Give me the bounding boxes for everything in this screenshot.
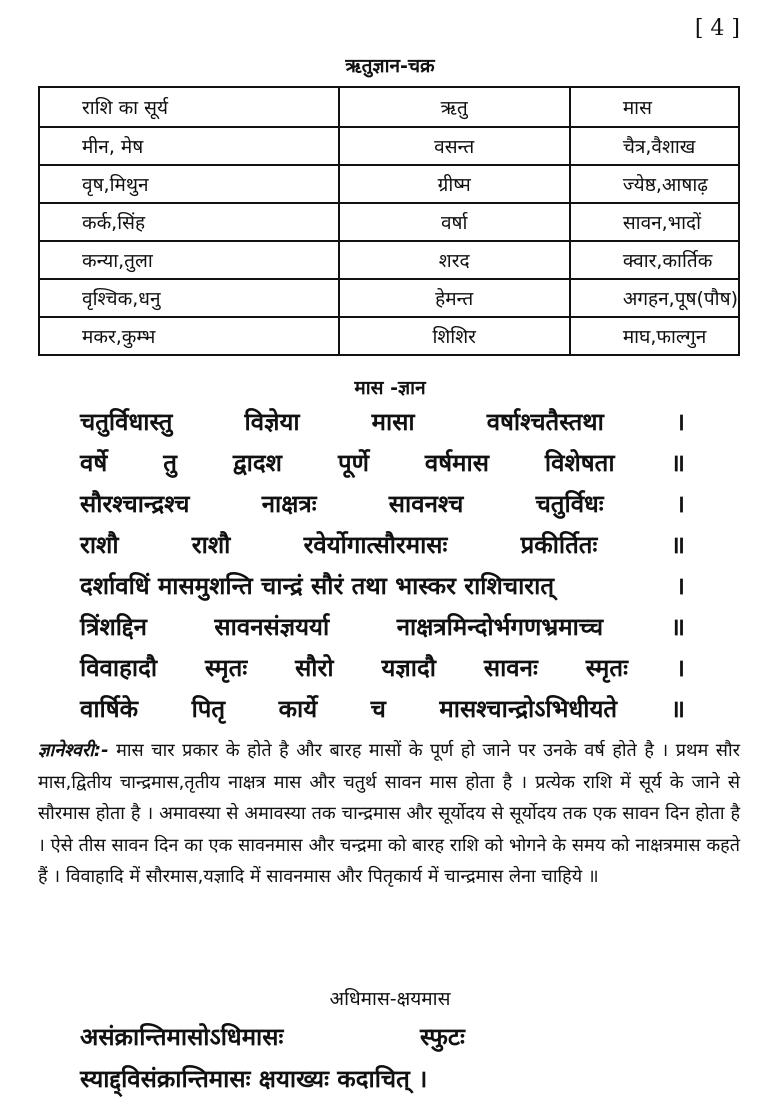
- table-header-row: [39, 87, 739, 127]
- table-row: [39, 241, 739, 279]
- table-row: [39, 203, 739, 241]
- sutra-part-a: असंक्रान्तिमासोऽधिमासः: [80, 1023, 284, 1051]
- verse-word: चतुर्विधास्तु: [80, 408, 173, 436]
- verse-line: [80, 651, 685, 691]
- verse-word: राशौ: [191, 531, 231, 559]
- verse-word: सावनः: [483, 654, 538, 682]
- table-row: [39, 127, 739, 165]
- cell-rashi: कन्या,तुला: [39, 241, 339, 279]
- verse-word: नाक्षत्रमिन्दोर्भगणभ्रमाच्च: [396, 613, 604, 641]
- verse-word: वर्षे: [80, 449, 108, 477]
- verse-word: मासश्चान्द्रोऽभिधीयते: [439, 695, 618, 723]
- verse-danda: ।: [675, 408, 685, 436]
- verse-danda: ॥: [670, 449, 685, 477]
- verse-word: कार्ये: [278, 695, 318, 723]
- verse-word: सौरश्चान्द्रश्च: [80, 490, 190, 518]
- verse-danda: ।: [675, 490, 685, 518]
- verse-word: चतुर्विधः: [535, 490, 604, 518]
- cell-rashi: वृष,मिथुन: [39, 165, 339, 203]
- verse-word: स्मृतः: [204, 654, 248, 682]
- cell-maas: अगहन,पूष(पौष): [570, 279, 739, 317]
- table-row: [39, 317, 739, 355]
- verse-word: नाक्षत्रः: [261, 490, 317, 518]
- verse-line: [80, 610, 685, 650]
- verse-line: [80, 487, 685, 527]
- verse-line: [80, 692, 685, 732]
- sutra-part-b: स्फुटः: [420, 1023, 465, 1051]
- verse-word: तु: [163, 449, 177, 477]
- sutra-line: [80, 1020, 465, 1053]
- verse-line: [80, 528, 685, 568]
- verse-word: विज्ञेया: [244, 408, 300, 436]
- verse-word: सौरो: [295, 654, 334, 682]
- cell-ritu: ग्रीष्म: [339, 165, 570, 203]
- verse-danda: ।: [675, 572, 685, 600]
- verse-word: पितृ: [191, 695, 226, 723]
- verse-word: द्वादश: [232, 449, 282, 477]
- cell-ritu: शिशिर: [339, 317, 570, 355]
- verse-word: प्रकीर्तितः: [520, 531, 598, 559]
- cell-maas: क्वार,कार्तिक: [570, 241, 739, 279]
- commentary-text: मास चार प्रकार के होते है और बारह मासों के पूर्ण हो जाने पर उनके वर्ष होते है । प्रथम सौर मास,द्वितीय चान्द्रमास,तृतीय नाक्षत्र मास और चतुर्थ सावन मास होता है । प्रत्येक राशि में सूर्य के जाने से सौरमास होता है । अमावस्या से अमावस्या तक चान्द्रमास और सूर्योदय से सूर्योदय तक एक सावन दिन होता है । ऐसे तीस सावन दिन का एक सावनमास और चन्द्रमा को बारह राशि को भोगने के समय को नाक्षत्रमास कहते हैं । विवाहादि में सौरमास,यज्ञादि में सावनमास और पितृकार्य में चान्द्रमास लेना चाहिये ॥: [38, 740, 740, 887]
- verse-word: विवाहादौ: [80, 654, 158, 682]
- verse-danda: ॥: [670, 613, 685, 641]
- verse-word: दर्शावधिं मासमुशन्ति चान्द्रं सौरं तथा भास्कर राशिचारात्: [80, 572, 554, 600]
- verse-word: राशौ: [80, 531, 119, 559]
- verse-word: स्मृतः: [585, 654, 628, 682]
- cell-ritu: वसन्त: [339, 127, 570, 165]
- table-row: [39, 165, 739, 203]
- cell-maas: माघ,फाल्गुन: [570, 317, 739, 355]
- verse-word: त्रिंशद्दिन: [80, 613, 147, 641]
- cell-rashi: वृश्चिक,धनु: [39, 279, 339, 317]
- sutra-line: [80, 1062, 427, 1095]
- cell-ritu: वर्षा: [339, 203, 570, 241]
- verse-danda: ॥: [670, 695, 685, 723]
- verse-word: वर्षाश्चतैस्तथा: [486, 408, 604, 436]
- verse-word: यज्ञादौ: [381, 654, 436, 682]
- verse-word: रवेर्योगात्सौरमासः: [303, 531, 448, 559]
- subsection-title: अधिमास-क्षयमास: [329, 988, 451, 1010]
- cell-rashi: मकर,कुम्भ: [39, 317, 339, 355]
- verse-word: वर्षमास: [424, 449, 489, 477]
- verse-line: [80, 446, 685, 486]
- verse-danda: ॥: [670, 531, 685, 559]
- verse-word: पूर्णे: [337, 449, 369, 477]
- cell-maas: सावन,भादों: [570, 203, 739, 241]
- verse-word: सावनश्च: [388, 490, 464, 518]
- verse-word: विशेषता: [544, 449, 615, 477]
- header-rashi: राशि का सूर्य: [39, 87, 339, 127]
- cell-rashi: कर्क,सिंह: [39, 203, 339, 241]
- verse-danda: ।: [675, 654, 685, 682]
- section-title: मास -ज्ञान: [354, 377, 426, 399]
- verse-line: [80, 569, 685, 609]
- ritu-table: [38, 86, 740, 356]
- verse-word: मासा: [371, 408, 415, 436]
- sutra-part-a: स्याद्द्विसंक्रान्तिमासः क्षयाख्यः कदाचित् ।: [80, 1065, 428, 1093]
- commentary-paragraph: [38, 735, 740, 893]
- table-row: [39, 279, 739, 317]
- cell-maas: ज्येष्ठ,आषाढ़: [570, 165, 739, 203]
- verse-word: सावनसंज्ञयर्या: [214, 613, 330, 641]
- page-number: [ 4 ]: [694, 16, 740, 41]
- table-title: ऋतुज्ञान-चक्र: [345, 55, 435, 77]
- verse-word: वार्षिके: [80, 695, 139, 723]
- header-ritu: ऋतु: [339, 87, 570, 127]
- cell-maas: चैत्र,वैशाख: [570, 127, 739, 165]
- header-maas: मास: [570, 87, 739, 127]
- verse-word: च: [370, 695, 386, 723]
- verse-line: [80, 405, 685, 445]
- cell-rashi: मीन, मेष: [39, 127, 339, 165]
- commentary-lead: ज्ञानेश्वरी:-: [38, 740, 109, 761]
- cell-ritu: हेमन्त: [339, 279, 570, 317]
- cell-ritu: शरद: [339, 241, 570, 279]
